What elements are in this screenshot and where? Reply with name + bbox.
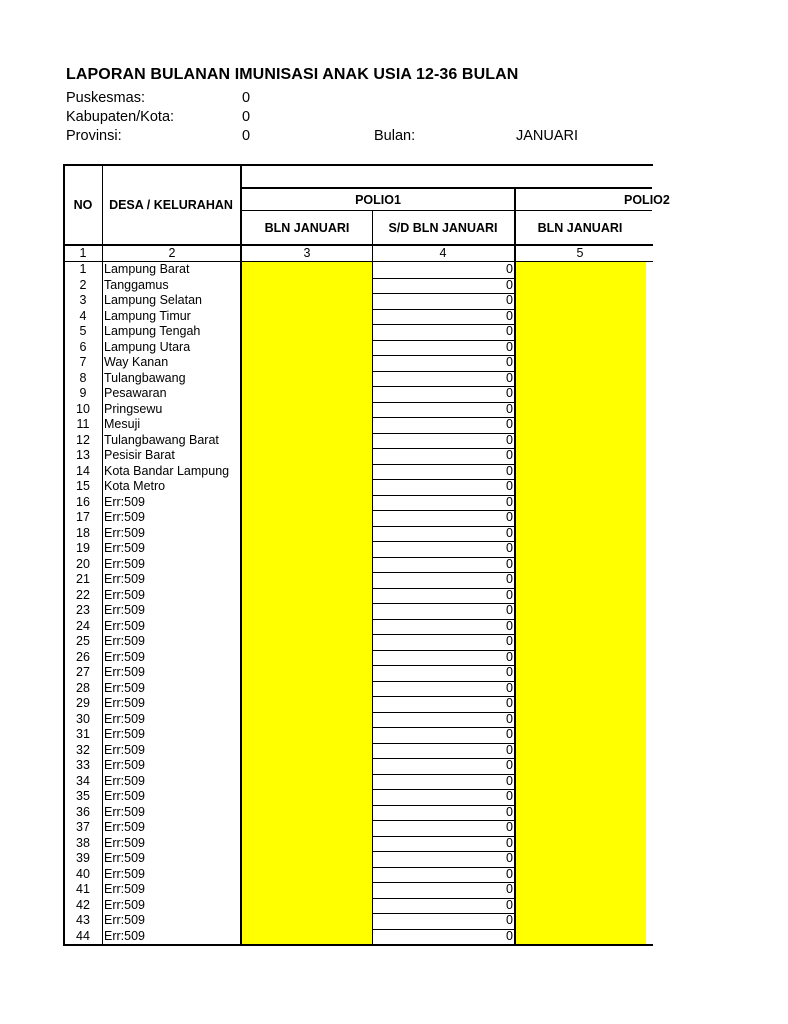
row-separator xyxy=(372,402,514,403)
row-polio2-bln-input[interactable] xyxy=(516,805,646,821)
col-number-4: 4 xyxy=(439,246,447,260)
row-desa-name: Err:509 xyxy=(104,572,145,586)
table-left-border xyxy=(63,164,65,946)
row-polio1-bln-input[interactable] xyxy=(242,712,372,728)
row-polio1-bln-input[interactable] xyxy=(242,867,372,883)
row-number: 1 xyxy=(79,262,87,276)
row-polio1-sd-value: 0 xyxy=(506,928,513,943)
row-polio1-bln-input[interactable] xyxy=(242,619,372,635)
row-number: 30 xyxy=(76,711,90,726)
row-polio1-bln-input[interactable] xyxy=(242,634,372,650)
row-number: 7 xyxy=(79,355,87,369)
grid-line xyxy=(242,187,652,189)
provinsi-label: Provinsi: xyxy=(66,128,122,144)
grid-line xyxy=(240,164,242,944)
grid-line xyxy=(102,164,103,944)
row-polio2-bln-input[interactable] xyxy=(516,882,646,898)
row-number: 21 xyxy=(76,572,90,586)
row-polio1-sd-value: 0 xyxy=(506,277,513,292)
row-polio1-sd-value: 0 xyxy=(506,262,513,276)
row-separator xyxy=(372,836,514,837)
row-polio1-sd-value: 0 xyxy=(506,696,513,710)
row-polio2-bln-input[interactable] xyxy=(516,665,646,681)
row-polio1-bln-input[interactable] xyxy=(242,557,372,573)
row-desa-name: Err:509 xyxy=(104,928,145,943)
row-number: 39 xyxy=(76,851,90,865)
row-number: 22 xyxy=(76,587,90,602)
row-desa-name: Err:509 xyxy=(104,789,145,803)
row-number: 23 xyxy=(76,603,90,617)
row-polio1-sd-value: 0 xyxy=(506,479,513,493)
row-polio1-sd-value: 0 xyxy=(506,773,513,788)
row-number: 18 xyxy=(76,525,90,540)
row-polio1-bln-input[interactable] xyxy=(242,433,372,449)
row-polio2-bln-input[interactable] xyxy=(516,758,646,774)
bulan-value: JANUARI xyxy=(516,128,579,144)
row-separator xyxy=(372,882,514,883)
row-number: 10 xyxy=(76,401,90,416)
row-desa-name: Pesisir Barat xyxy=(104,448,175,462)
row-number: 38 xyxy=(76,835,90,850)
row-number: 13 xyxy=(76,448,90,462)
puskesmas-label: Puskesmas: xyxy=(66,90,145,106)
row-polio2-bln-input[interactable] xyxy=(516,495,646,511)
row-number: 41 xyxy=(76,882,90,896)
row-polio1-bln-input[interactable] xyxy=(242,262,372,278)
row-desa-name: Tulangbawang Barat xyxy=(104,432,219,447)
row-polio1-sd-value: 0 xyxy=(506,603,513,617)
row-separator xyxy=(372,588,514,589)
row-polio1-bln-input[interactable] xyxy=(242,743,372,759)
row-desa-name: Err:509 xyxy=(104,649,145,664)
row-polio1-sd-value: 0 xyxy=(506,882,513,896)
row-desa-name: Err:509 xyxy=(104,866,145,881)
row-polio1-sd-value: 0 xyxy=(506,634,513,648)
row-separator xyxy=(372,526,514,527)
row-polio2-bln-input[interactable] xyxy=(516,898,646,914)
row-separator xyxy=(372,789,514,790)
row-separator xyxy=(372,805,514,806)
row-number: 9 xyxy=(79,386,87,400)
row-polio2-bln-input[interactable] xyxy=(516,727,646,743)
row-polio1-sd-value: 0 xyxy=(506,913,513,927)
table-bottom-border xyxy=(63,944,653,946)
row-number: 31 xyxy=(76,727,90,741)
row-polio2-bln-input[interactable] xyxy=(516,696,646,712)
row-separator xyxy=(372,293,514,294)
col-number-2: 2 xyxy=(168,246,176,260)
header-bln-januari-1: BLN JANUARI xyxy=(264,220,350,235)
row-polio1-bln-input[interactable] xyxy=(242,882,372,898)
row-polio1-sd-value: 0 xyxy=(506,572,513,586)
row-separator xyxy=(372,386,514,387)
row-polio1-sd-value: 0 xyxy=(506,851,513,865)
row-separator xyxy=(372,743,514,744)
row-number: 27 xyxy=(76,665,90,679)
row-desa-name: Lampung Tengah xyxy=(104,324,201,338)
row-polio1-bln-input[interactable] xyxy=(242,588,372,604)
row-polio2-bln-input[interactable] xyxy=(516,820,646,836)
row-polio1-bln-input[interactable] xyxy=(242,913,372,929)
row-desa-name: Err:509 xyxy=(104,851,145,865)
row-desa-name: Mesuji xyxy=(104,417,141,431)
row-number: 5 xyxy=(79,324,87,338)
row-separator xyxy=(372,371,514,372)
row-polio1-sd-value: 0 xyxy=(506,417,513,431)
row-number: 3 xyxy=(79,293,87,307)
row-polio2-bln-input[interactable] xyxy=(516,526,646,542)
row-number: 26 xyxy=(76,649,90,664)
row-polio1-bln-input[interactable] xyxy=(242,541,372,557)
row-separator xyxy=(372,681,514,682)
row-desa-name: Err:509 xyxy=(104,820,145,834)
row-desa-name: Tanggamus xyxy=(104,277,169,292)
row-desa-name: Err:509 xyxy=(104,680,145,695)
puskesmas-value: 0 xyxy=(242,90,251,106)
row-desa-name: Err:509 xyxy=(104,711,145,726)
row-polio1-sd-value: 0 xyxy=(506,866,513,881)
row-separator xyxy=(372,417,514,418)
row-polio1-bln-input[interactable] xyxy=(242,805,372,821)
row-number: 16 xyxy=(76,494,90,509)
row-desa-name: Err:509 xyxy=(104,494,145,509)
row-separator xyxy=(372,696,514,697)
row-polio1-bln-input[interactable] xyxy=(242,479,372,495)
row-polio1-sd-value: 0 xyxy=(506,510,513,524)
row-separator xyxy=(372,820,514,821)
row-desa-name: Err:509 xyxy=(104,525,145,540)
row-polio1-bln-input[interactable] xyxy=(242,681,372,697)
row-polio1-sd-value: 0 xyxy=(506,680,513,695)
row-desa-name: Lampung Barat xyxy=(104,262,190,276)
row-desa-name: Err:509 xyxy=(104,835,145,850)
row-number: 25 xyxy=(76,634,90,648)
row-polio1-bln-input[interactable] xyxy=(242,665,372,681)
row-desa-name: Err:509 xyxy=(104,773,145,788)
row-separator xyxy=(372,557,514,558)
row-separator xyxy=(372,433,514,434)
provinsi-value: 0 xyxy=(242,128,251,144)
row-polio2-bln-input[interactable] xyxy=(516,619,646,635)
row-separator xyxy=(372,758,514,759)
header-desa: DESA / KELURAHAN xyxy=(109,198,233,212)
row-polio2-bln-input[interactable] xyxy=(516,309,646,325)
row-polio1-bln-input[interactable] xyxy=(242,836,372,852)
row-separator xyxy=(372,634,514,635)
row-polio2-bln-input[interactable] xyxy=(516,402,646,418)
row-separator xyxy=(372,619,514,620)
row-polio2-bln-input[interactable] xyxy=(516,774,646,790)
header-bln-januari-2: BLN JANUARI xyxy=(537,220,623,235)
row-polio2-bln-input[interactable] xyxy=(516,464,646,480)
row-separator xyxy=(372,603,514,604)
row-polio2-bln-input[interactable] xyxy=(516,913,646,929)
row-polio2-bln-input[interactable] xyxy=(516,588,646,604)
row-polio2-bln-input[interactable] xyxy=(516,836,646,852)
row-separator xyxy=(372,309,514,310)
row-polio2-bln-input[interactable] xyxy=(516,340,646,356)
row-separator xyxy=(372,340,514,341)
row-polio1-bln-input[interactable] xyxy=(242,929,372,945)
row-polio1-bln-input[interactable] xyxy=(242,696,372,712)
row-polio1-sd-value: 0 xyxy=(506,727,513,741)
col-number-3: 3 xyxy=(303,246,311,260)
row-polio2-bln-input[interactable] xyxy=(516,867,646,883)
row-polio1-sd-value: 0 xyxy=(506,541,513,555)
row-polio1-bln-input[interactable] xyxy=(242,789,372,805)
row-separator xyxy=(372,913,514,914)
row-desa-name: Err:509 xyxy=(104,696,145,710)
row-desa-name: Err:509 xyxy=(104,897,145,912)
row-number: 17 xyxy=(76,510,90,524)
row-polio1-bln-input[interactable] xyxy=(242,293,372,309)
row-polio1-bln-input[interactable] xyxy=(242,464,372,480)
col-number-5: 5 xyxy=(576,246,584,260)
row-polio1-sd-value: 0 xyxy=(506,293,513,307)
row-polio2-bln-input[interactable] xyxy=(516,681,646,697)
row-polio1-sd-value: 0 xyxy=(506,820,513,834)
kabupaten-label: Kabupaten/Kota: xyxy=(66,109,175,125)
row-polio1-bln-input[interactable] xyxy=(242,417,372,433)
row-desa-name: Err:509 xyxy=(104,556,145,571)
row-polio2-bln-input[interactable] xyxy=(516,634,646,650)
row-polio2-bln-input[interactable] xyxy=(516,448,646,464)
row-polio2-bln-input[interactable] xyxy=(516,557,646,573)
bulan-label: Bulan: xyxy=(374,128,416,144)
row-number: 20 xyxy=(76,556,90,571)
row-polio1-bln-input[interactable] xyxy=(242,309,372,325)
row-desa-name: Err:509 xyxy=(104,541,145,555)
row-desa-name: Err:509 xyxy=(104,758,145,772)
row-desa-name: Lampung Utara xyxy=(104,339,191,354)
row-desa-name: Kota Metro xyxy=(104,479,166,493)
grid-line xyxy=(63,244,653,246)
row-polio1-sd-value: 0 xyxy=(506,386,513,400)
header-no: NO xyxy=(73,198,93,212)
row-desa-name: Err:509 xyxy=(104,618,145,633)
row-polio2-bln-input[interactable] xyxy=(516,386,646,402)
row-number: 42 xyxy=(76,897,90,912)
row-polio1-sd-value: 0 xyxy=(506,789,513,803)
row-separator xyxy=(372,479,514,480)
row-polio2-bln-input[interactable] xyxy=(516,262,646,278)
row-separator xyxy=(372,355,514,356)
row-number: 37 xyxy=(76,820,90,834)
header-sd-bln-januari: S/D BLN JANUARI xyxy=(388,220,498,235)
row-polio1-bln-input[interactable] xyxy=(242,727,372,743)
row-number: 35 xyxy=(76,789,90,803)
row-polio1-bln-input[interactable] xyxy=(242,851,372,867)
row-polio1-sd-value: 0 xyxy=(506,308,513,323)
row-separator xyxy=(372,464,514,465)
row-polio1-bln-input[interactable] xyxy=(242,324,372,340)
row-polio1-sd-value: 0 xyxy=(506,758,513,772)
row-polio1-bln-input[interactable] xyxy=(242,495,372,511)
row-separator xyxy=(372,727,514,728)
row-polio1-sd-value: 0 xyxy=(506,463,513,478)
row-polio2-bln-input[interactable] xyxy=(516,572,646,588)
grid-line xyxy=(514,187,516,944)
kabupaten-value: 0 xyxy=(242,109,251,125)
row-desa-name: Err:509 xyxy=(104,510,145,524)
row-number: 12 xyxy=(76,432,90,447)
row-polio2-bln-input[interactable] xyxy=(516,743,646,759)
row-polio1-sd-value: 0 xyxy=(506,618,513,633)
row-separator xyxy=(372,510,514,511)
row-number: 28 xyxy=(76,680,90,695)
row-desa-name: Err:509 xyxy=(104,603,145,617)
row-polio1-bln-input[interactable] xyxy=(242,820,372,836)
row-desa-name: Err:509 xyxy=(104,587,145,602)
row-number: 2 xyxy=(79,277,87,292)
row-polio1-bln-input[interactable] xyxy=(242,572,372,588)
row-desa-name: Err:509 xyxy=(104,913,145,927)
grid-line xyxy=(242,210,652,211)
row-polio1-sd-value: 0 xyxy=(506,401,513,416)
row-polio2-bln-input[interactable] xyxy=(516,324,646,340)
row-polio1-sd-value: 0 xyxy=(506,339,513,354)
row-polio1-bln-input[interactable] xyxy=(242,603,372,619)
grid-line xyxy=(372,210,373,944)
row-polio1-bln-input[interactable] xyxy=(242,774,372,790)
row-separator xyxy=(372,929,514,930)
row-separator xyxy=(372,448,514,449)
report-title: LAPORAN BULANAN IMUNISASI ANAK USIA 12-36 BULAN xyxy=(66,66,519,83)
row-desa-name: Lampung Selatan xyxy=(104,293,202,307)
row-separator xyxy=(372,898,514,899)
row-number: 29 xyxy=(76,696,90,710)
row-separator xyxy=(372,650,514,651)
row-polio2-bln-input[interactable] xyxy=(516,293,646,309)
row-desa-name: Kota Bandar Lampung xyxy=(104,463,230,478)
row-polio1-sd-value: 0 xyxy=(506,587,513,602)
row-desa-name: Way Kanan xyxy=(104,355,169,369)
row-polio1-sd-value: 0 xyxy=(506,711,513,726)
row-polio1-sd-value: 0 xyxy=(506,649,513,664)
header-polio1: POLIO1 xyxy=(355,193,401,207)
row-number: 6 xyxy=(79,339,87,354)
row-polio2-bln-input[interactable] xyxy=(516,851,646,867)
row-polio1-sd-value: 0 xyxy=(506,370,513,385)
row-number: 19 xyxy=(76,541,90,555)
row-polio1-sd-value: 0 xyxy=(506,665,513,679)
row-separator xyxy=(372,278,514,279)
grid-line xyxy=(63,261,653,262)
row-number: 34 xyxy=(76,773,90,788)
row-polio1-sd-value: 0 xyxy=(506,355,513,369)
row-number: 36 xyxy=(76,804,90,819)
row-polio1-sd-value: 0 xyxy=(506,448,513,462)
row-polio2-bln-input[interactable] xyxy=(516,510,646,526)
row-polio2-bln-input[interactable] xyxy=(516,355,646,371)
row-number: 14 xyxy=(76,463,90,478)
row-polio1-sd-value: 0 xyxy=(506,525,513,540)
row-separator xyxy=(372,867,514,868)
row-polio2-bln-input[interactable] xyxy=(516,929,646,945)
row-polio2-bln-input[interactable] xyxy=(516,650,646,666)
row-separator xyxy=(372,495,514,496)
row-separator xyxy=(372,665,514,666)
row-desa-name: Err:509 xyxy=(104,804,145,819)
row-polio1-sd-value: 0 xyxy=(506,742,513,757)
row-separator xyxy=(372,712,514,713)
row-number: 8 xyxy=(79,370,87,385)
row-polio2-bln-input[interactable] xyxy=(516,371,646,387)
row-polio1-bln-input[interactable] xyxy=(242,371,372,387)
row-polio2-bln-input[interactable] xyxy=(516,417,646,433)
row-polio1-sd-value: 0 xyxy=(506,835,513,850)
row-polio1-bln-input[interactable] xyxy=(242,278,372,294)
row-desa-name: Tulangbawang xyxy=(104,370,186,385)
row-desa-name: Pringsewu xyxy=(104,401,163,416)
row-number: 44 xyxy=(76,928,90,943)
row-desa-name: Err:509 xyxy=(104,882,145,896)
row-polio1-bln-input[interactable] xyxy=(242,898,372,914)
row-desa-name: Err:509 xyxy=(104,634,145,648)
row-polio1-bln-input[interactable] xyxy=(242,448,372,464)
row-separator xyxy=(372,851,514,852)
row-separator xyxy=(372,324,514,325)
row-polio1-bln-input[interactable] xyxy=(242,510,372,526)
row-polio1-bln-input[interactable] xyxy=(242,386,372,402)
row-number: 33 xyxy=(76,758,90,772)
row-polio2-bln-input[interactable] xyxy=(516,433,646,449)
row-desa-name: Err:509 xyxy=(104,665,145,679)
row-polio2-bln-input[interactable] xyxy=(516,479,646,495)
row-polio2-bln-input[interactable] xyxy=(516,712,646,728)
row-number: 4 xyxy=(79,308,87,323)
row-polio1-bln-input[interactable] xyxy=(242,650,372,666)
row-number: 43 xyxy=(76,913,90,927)
col-number-1: 1 xyxy=(79,246,87,260)
row-polio2-bln-input[interactable] xyxy=(516,603,646,619)
row-polio1-sd-value: 0 xyxy=(506,494,513,509)
table-top-border xyxy=(63,164,653,166)
row-separator xyxy=(372,774,514,775)
row-number: 40 xyxy=(76,866,90,881)
row-polio1-bln-input[interactable] xyxy=(242,340,372,356)
row-polio1-bln-input[interactable] xyxy=(242,526,372,542)
row-separator xyxy=(372,541,514,542)
row-desa-name: Lampung Timur xyxy=(104,308,191,323)
row-polio1-bln-input[interactable] xyxy=(242,402,372,418)
row-polio1-sd-value: 0 xyxy=(506,432,513,447)
row-polio2-bln-input[interactable] xyxy=(516,541,646,557)
row-polio1-sd-value: 0 xyxy=(506,804,513,819)
row-polio2-bln-input[interactable] xyxy=(516,789,646,805)
row-polio1-sd-value: 0 xyxy=(506,556,513,571)
row-desa-name: Err:509 xyxy=(104,742,145,757)
row-polio1-bln-input[interactable] xyxy=(242,355,372,371)
row-number: 32 xyxy=(76,742,90,757)
row-polio1-sd-value: 0 xyxy=(506,897,513,912)
header-polio2: POLIO2 xyxy=(624,193,670,207)
row-desa-name: Pesawaran xyxy=(104,386,167,400)
row-number: 11 xyxy=(76,417,90,431)
row-polio1-sd-value: 0 xyxy=(506,324,513,338)
row-number: 24 xyxy=(76,618,90,633)
row-desa-name: Err:509 xyxy=(104,727,145,741)
row-polio1-bln-input[interactable] xyxy=(242,758,372,774)
row-polio2-bln-input[interactable] xyxy=(516,278,646,294)
row-number: 15 xyxy=(76,479,90,493)
row-separator xyxy=(372,572,514,573)
